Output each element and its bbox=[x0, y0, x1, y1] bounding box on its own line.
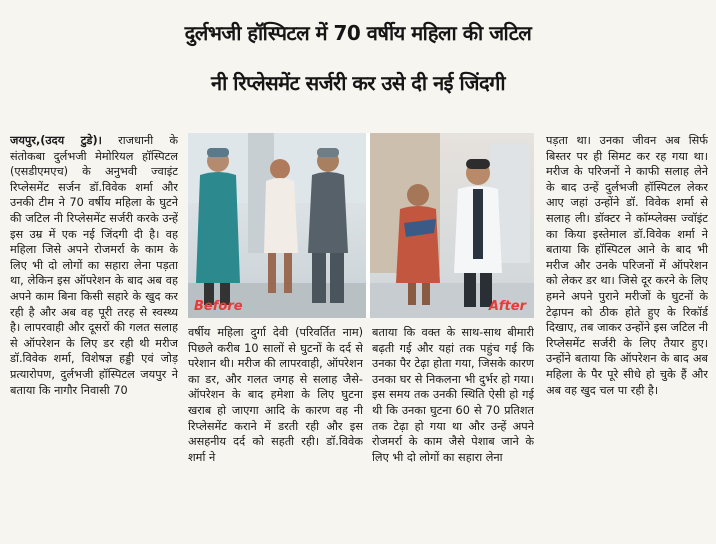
after-label: After bbox=[488, 299, 526, 314]
after-photo-panel bbox=[370, 133, 534, 318]
before-scene-illustration bbox=[188, 133, 366, 318]
headline-line-2: नी रिप्लेसमेंट सर्जरी कर उसे दी नई जिंदगी bbox=[210, 71, 506, 95]
article-column-4 bbox=[546, 133, 708, 541]
column-2-text: वर्षीय महिला दुर्गा देवी (परिवर्तित नाम) पिछले करीब 10 सालों से घुटनों के दर्द से परेशान थी। मरीज की लापरवाही, ऑपरेशन का डर, और गलत जगह से सलाह जैसे- ऑपरेशन के बाद हमेशा के लिए घुटना खराब हो जाएगा आदि के कारण वह नी रिप्लेसमेंट कराने में डरती रही और इस असहनीय दर्द को सहती रही। डॉ.विवेक शर्मा ने bbox=[188, 326, 363, 464]
article-column-2 bbox=[188, 325, 363, 541]
headline bbox=[0, 8, 716, 108]
article-column-3 bbox=[372, 325, 534, 541]
column-3-text: बताया कि वक्त के साथ-साथ बीमारी बढ़ती गई और यहां तक पहुंच गई कि उनका पैर टेढ़ा होता गया, जिसके कारण उनका घर से निकलना भी दुर्भर हो गया। इस समय तक उनकी स्थिति ऐसी हो गई थी कि उनका घुटना 60 से 70 प्रतिशत तक टेढ़ा हो गया था और उन्हें अपने रोजमर्रा के काम जैसे पेशाब जाने के लिए भी दो लोगों का सहारा लेना bbox=[372, 326, 534, 464]
column-4-text: पड़ता था। उनका जीवन अब सिर्फ बिस्तर पर ही सिमट कर रह गया था। मरीज के परिजनों ने काफी सलाह लेने के बाद उन्हें दुर्लभजी हॉस्पिटल लेकर आए जहां उन्होंने डॉ. विवेक शर्मा से सलाह ली। डॉक्टर ने कॉम्प्लेक्स ज्वॉइंट का किया इस्तेमाल डॉ.विवेक शर्मा ने बताया कि हॉस्पिटल आने के बाद भी मरीज और उनके परिजनों में ऑपरेशन को लेकर डर था। जिसे दूर करने के लिए हमने अपने पुराने मरीजों के घुटनों के टेढ़ापन को ठीक होते हुए के रिकॉर्ड दिखाए, तब जाकर उन्होंने इस जटिल नी रिप्लेसमेंट सर्जरी के लिए तैयार हुए। उन्होंने बताया कि ऑपरेशन के बाद अब महिला के पैर पूरे सीधे हो चुके हैं और अब वह खुद चल पा रही है। bbox=[546, 134, 708, 397]
before-after-photo bbox=[188, 133, 534, 318]
headline-line-1: दुर्लभजी हॉस्पिटल में 70 वर्षीय महिला की जटिल bbox=[184, 21, 532, 45]
column-1-text: राजधानी के संतोकबा दुर्लभजी मेमोरियल हॉस्पिटल (एसडीएमएच) के अनुभवी ज्वाइंट रिप्लेसमेंट सर्जन डॉ.विवेक शर्मा और उनकी टीम ने 70 वर्षीय महिला के घुटने की जटिल नी रिप्लेसमेंट सर्जरी करके उन्हें इस उम्र में एक नई जिंदगी दी है। वह महिला जिसे अपने रोजमर्रा के काम के लिए भी दो लोगों का सहारा लेना पड़ता था, लेकिन इस ऑपरेशन के बाद अब वह अपने काम बिना किसी सहारे के खुद कर रही है और अब वह पूरी तरह से स्वस्थ्य है। लापरवाही और दूसरों की गलत सलाह से ऑपरेशन के लिए डर रही थी मरीज डॉ.विवेक शर्मा, विशेषज्ञ हड्डी एवं जोड़ प्रत्यारोपण, दुर्लभजी हॉस्पिटल जयपुर ने बताया कि नागौर निवासी 70 bbox=[10, 134, 178, 397]
after-scene-illustration bbox=[370, 133, 534, 318]
before-photo-panel bbox=[188, 133, 366, 318]
dateline: जयपुर,(उदय टुडे)। bbox=[10, 134, 102, 147]
before-label: Before bbox=[194, 299, 243, 314]
article-column-1 bbox=[10, 133, 178, 541]
